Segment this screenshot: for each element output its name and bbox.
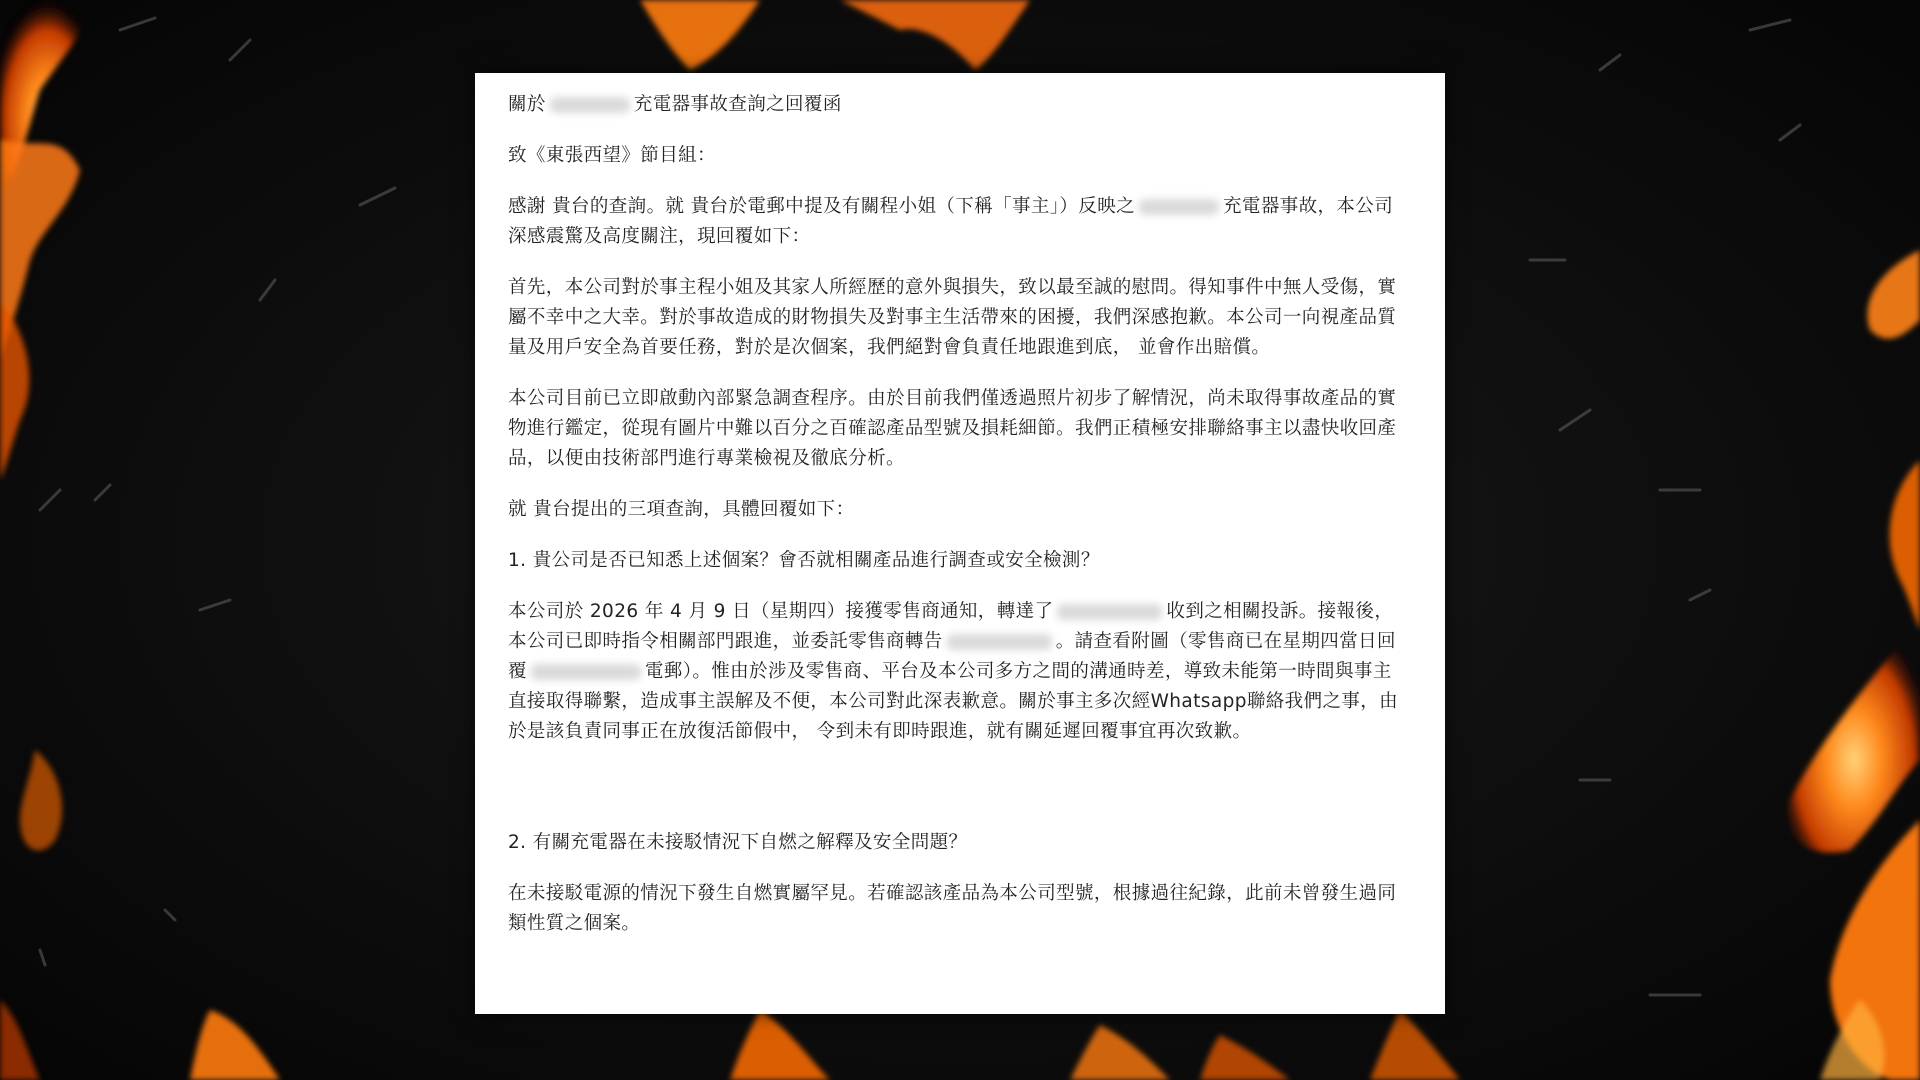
paragraph-condolence: 首先，本公司對於事主程小姐及其家人所經歷的意外與損失，致以最至誠的慰問。得知事件中無人受傷，實屬不幸中之大幸。對於事故造成的財物損失及對事主生活帶來的困擾，我們深感抱歉。本公司一向視產品質量及用戶安全為首要任務，對於是次個案，我們絕對會負責任地跟進到底， 並會作出賠償。	[508, 277, 1397, 358]
redacted-name	[531, 664, 641, 680]
redacted-name	[947, 634, 1052, 650]
answer-1-part-c: 。請查看附圖（零售商已在星期四當日回覆	[508, 631, 1396, 682]
left-flames	[0, 0, 280, 1080]
question-1: 1. 貴公司是否已知悉上述個案？會否就相關產品進行調查或安全檢測？	[508, 550, 1100, 571]
answer-1-part-a: 本公司於 2026 年 4 月 9 日（星期四）接獲零售商通知，轉達了	[508, 601, 1054, 622]
spacer	[508, 768, 1400, 828]
paragraph-investigation: 本公司目前已立即啟動內部緊急調查程序。由於目前我們僅透過照片初步了解情況，尚未取得事故產品的實物進行鑑定，從現有圖片中難以百分之百確認產品型號及損耗細節。我們正積極安排聯絡事主以盡快收回產品，以便由技術部門進行專業檢視及徹底分析。	[508, 388, 1397, 469]
question-2: 2. 有關充電器在未接駁情況下自燃之解釋及安全問題？	[508, 832, 968, 853]
redacted-brand	[1139, 199, 1219, 215]
salutation: 致《東張西望》節目組：	[508, 145, 716, 166]
paragraph-intro-questions: 就 貴台提出的三項查詢，具體回覆如下：	[508, 499, 855, 520]
top-flames	[640, 0, 1030, 70]
paragraph-thanks-part-b: 充電器事故，本公司深感震驚及高度關注，現回覆如下：	[508, 196, 1394, 247]
paragraph-thanks	[508, 192, 1400, 252]
letter-title	[508, 90, 1400, 120]
answer-1-part-d: 電郵）。惟由於涉及零售商、平台及本公司多方之間的溝通時差，導致未能第一時間與事主直接取得聯繫，造成事主誤解及不便，本公司對此深表歉意。關於事主多次經Whatsapp聯絡我們之事，由於是該負責同事正在放復活節假中， 令到未有即時跟進，就有關延遲回覆事宜再次致歉。	[508, 661, 1399, 742]
redacted-name	[1057, 604, 1162, 620]
answer-1	[508, 597, 1400, 747]
bottom-flames	[730, 1010, 1460, 1080]
letter-document	[475, 73, 1445, 1014]
paragraph-thanks-part-a: 感謝 貴台的查詢。就 貴台於電郵中提及有關程小姐（下稱「事主」）反映之	[508, 196, 1136, 217]
redacted-brand	[550, 97, 630, 113]
title-pre: 關於	[508, 94, 546, 115]
title-post: 充電器事故查詢之回覆函	[633, 94, 842, 115]
answer-1-part-b: 收到之相關投訴。接報後，本公司已即時指令相關部門跟進，並委託零售商轉告	[508, 601, 1394, 652]
right-flames	[1788, 250, 1920, 1080]
answer-2: 在未接駁電源的情況下發生自燃實屬罕見。若確認該產品為本公司型號，根據過往紀錄，此前未曾發生過同類性質之個案。	[508, 883, 1397, 934]
